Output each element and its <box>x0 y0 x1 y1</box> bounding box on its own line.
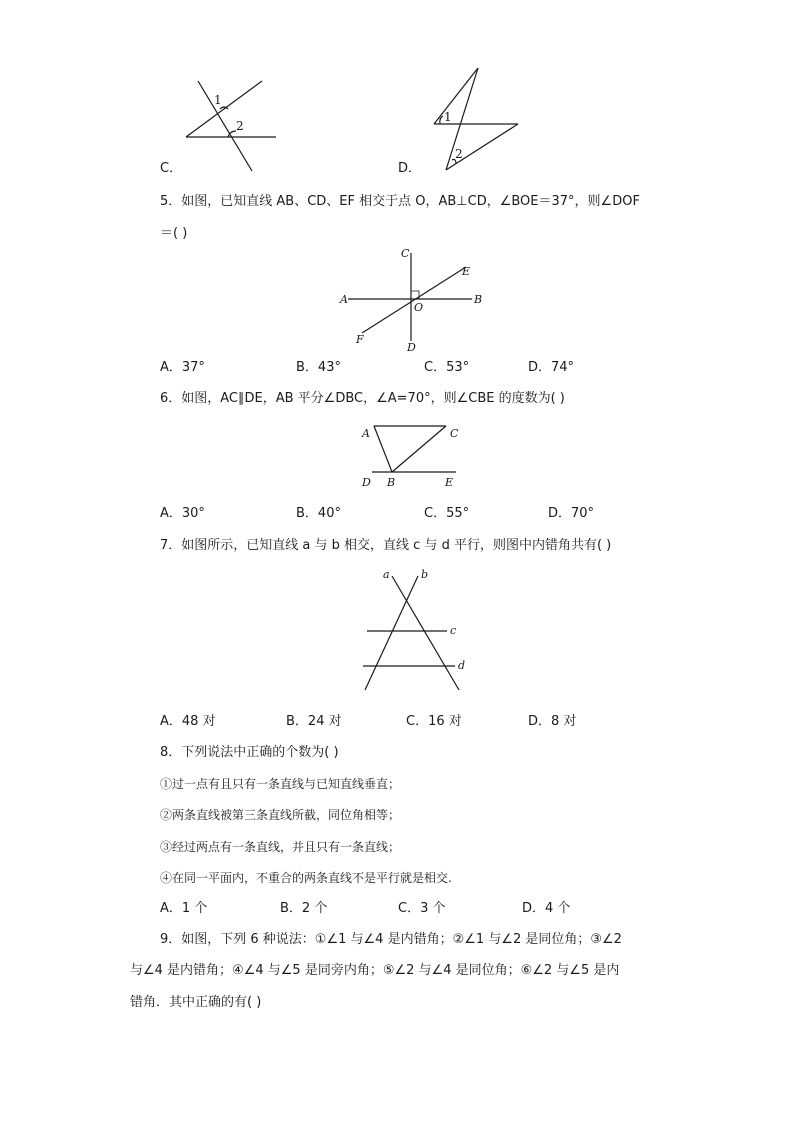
q5-text-line1: 5．如图，已知直线 AB、CD、EF 相交于点 O，AB⊥CD，∠BOE＝37°，则∠DOF <box>160 194 640 209</box>
option-c-label: C． <box>160 161 183 176</box>
label-d: D <box>362 476 371 489</box>
q6-text-line1: 6．如图，AC∥DE，AB 平分∠DBC，∠A=70°，则∠CBE 的度数为( ) <box>160 391 565 406</box>
q6-option-d[interactable]: D．70° <box>548 506 595 521</box>
label-c: c <box>450 624 457 637</box>
label-b: B <box>474 293 483 306</box>
q5-option-d[interactable]: D．74° <box>528 360 575 375</box>
q9-text-line1: 9．如图，下列 6 种说法：①∠1 与∠4 是内错角；②∠1 与∠2 是同位角；③∠2 <box>160 932 622 947</box>
angle-arc-1 <box>440 116 443 124</box>
label-d: D <box>407 341 416 354</box>
q7-option-d[interactable]: D．8 对 <box>528 714 577 729</box>
q8-option-b[interactable]: B．2 个 <box>280 901 328 916</box>
label-b: b <box>421 568 429 581</box>
q6-option-c[interactable]: C．55° <box>424 506 470 521</box>
label-c: C <box>401 247 410 260</box>
angle-label-1: 1 <box>444 110 452 124</box>
q5-option-a[interactable]: A．37° <box>160 360 205 375</box>
figure-q4-option-d <box>428 66 528 176</box>
q9-text-line3: 错角．其中正确的有( ) <box>130 995 262 1010</box>
label-e: E <box>445 476 454 489</box>
label-f: F <box>356 333 364 346</box>
q7-option-b[interactable]: B．24 对 <box>286 714 342 729</box>
q8-text-line1: 8．下列说法中正确的个数为( ) <box>160 745 339 760</box>
q8-option-a[interactable]: A．1 个 <box>160 901 208 916</box>
q6-option-b[interactable]: B．40° <box>296 506 341 521</box>
option-d-label: D． <box>398 161 422 176</box>
label-e: E <box>462 265 471 278</box>
q7-option-a[interactable]: A．48 对 <box>160 714 216 729</box>
angle-label-2: 2 <box>236 119 244 133</box>
label-b: B <box>387 476 396 489</box>
label-a: A <box>340 293 348 306</box>
label-a: A <box>362 427 370 440</box>
segment-cb <box>392 426 446 472</box>
q8-option-c[interactable]: C．3 个 <box>398 901 446 916</box>
left-line <box>434 68 478 124</box>
q6-option-a[interactable]: A．30° <box>160 506 205 521</box>
figure-q5 <box>340 245 490 355</box>
label-o: O <box>414 301 424 314</box>
line-b <box>365 576 418 690</box>
label-c: C <box>450 427 459 440</box>
figure-q6 <box>360 420 470 495</box>
figure-q4-option-c <box>180 75 280 175</box>
line-a <box>392 576 459 690</box>
q9-text-line2: 与∠4 是内错角；④∠4 与∠5 是同旁内角；⑤∠2 与∠4 是同位角；⑥∠2 与∠5 是内 <box>130 963 620 978</box>
figure-q7 <box>355 566 475 696</box>
q7-option-c[interactable]: C．16 对 <box>406 714 462 729</box>
transversal-line <box>186 81 262 137</box>
q8-statement-4: ④在同一平面内，不重合的两条直线不是平行就是相交. <box>160 871 452 885</box>
segment-ab <box>374 426 392 472</box>
line-ef <box>362 267 466 333</box>
q5-text-line2: ＝( ) <box>160 226 188 241</box>
q8-statement-2: ②两条直线被第三条直线所截，同位角相等； <box>160 808 401 822</box>
angle-label-1: 1 <box>214 93 222 107</box>
q8-statement-3: ③经过两点有一条直线，并且只有一条直线； <box>160 840 401 854</box>
angle-label-2: 2 <box>455 147 463 161</box>
q8-option-d[interactable]: D．4 个 <box>522 901 571 916</box>
label-d: d <box>458 659 466 672</box>
q5-option-b[interactable]: B．43° <box>296 360 341 375</box>
q7-text-line1: 7．如图所示，已知直线 a 与 b 相交，直线 c 与 d 平行，则图中内错角共有( ) <box>160 538 612 553</box>
q5-option-c[interactable]: C．53° <box>424 360 470 375</box>
q8-statement-1: ①过一点有且只有一条直线与已知直线垂直； <box>160 777 401 791</box>
label-a: a <box>383 568 390 581</box>
